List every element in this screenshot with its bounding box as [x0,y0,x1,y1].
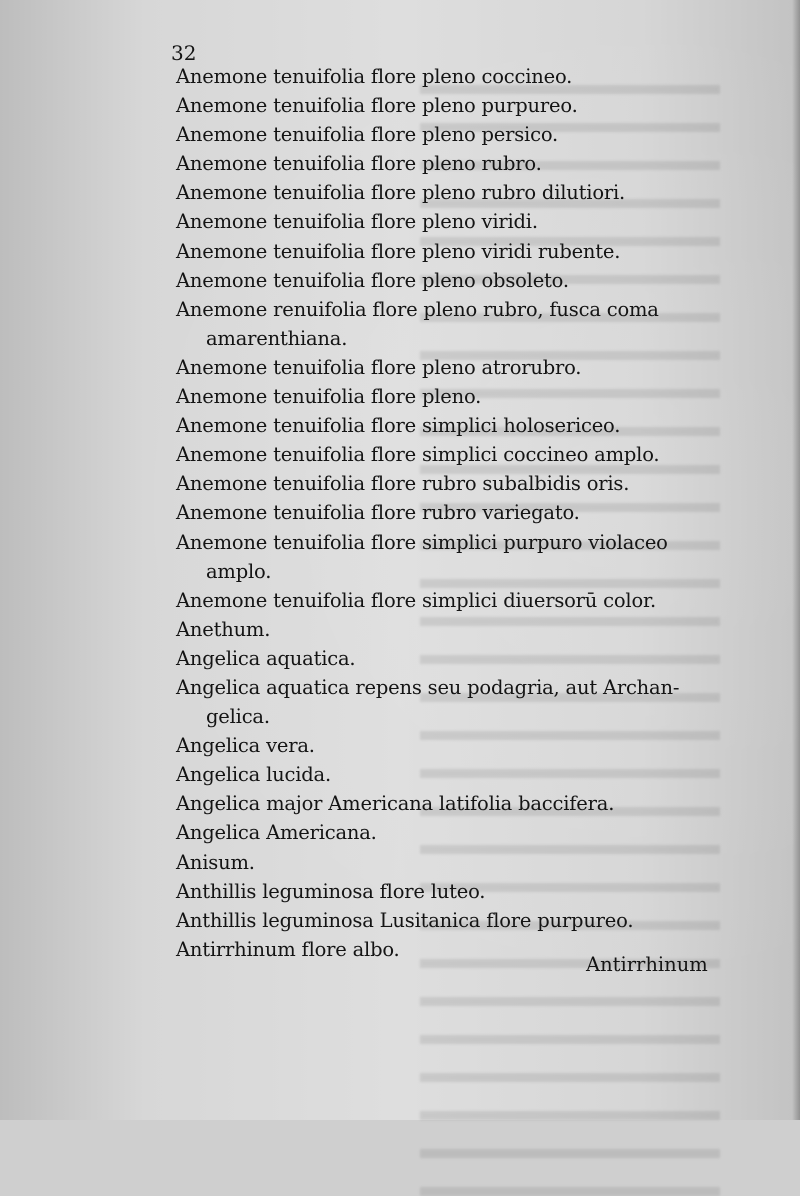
entry-text: Anemone tenuifolia flore pleno rubro dilutiori. [176,181,626,205]
entry-text: Angelica aquatica repens seu podagria, aut Archan- [176,675,680,699]
list-item [176,295,736,353]
list-item [176,266,736,295]
list-item [176,528,736,586]
list-item [176,644,736,673]
entry-text: Anemone renuifolia flore pleno rubro, fusca coma [176,297,659,321]
list-item [176,586,736,615]
entry-text: Anemone tenuifolia flore rubro variegato. [176,501,580,525]
list-item [176,615,736,644]
entry-text: Angelica major Americana latifolia baccifera. [176,792,615,816]
entry-text: Anemone tenuifolia flore pleno atrorubro. [176,355,582,379]
entry-text: Anemone tenuifolia flore pleno persico. [176,123,559,147]
entry-text: Anthillis leguminosa flore luteo. [176,879,486,903]
entry-text: Anemone tenuifolia flore pleno. [176,385,482,409]
list-item [176,789,736,818]
entry-text: Anemone tenuifolia flore pleno rubro. [176,152,542,176]
list-item [176,818,736,847]
list-item [176,848,736,877]
entry-text: Anthillis leguminosa Lusitanica flore purpureo. [176,908,634,932]
entry-text: Angelica aquatica. [176,646,356,670]
entry-continuation: amplo. [206,559,272,583]
list-item [176,498,736,527]
entry-text: Anemone tenuifolia flore simplici coccineo amplo. [176,443,660,467]
entry-text: Angelica lucida. [176,763,331,787]
list-item [176,440,736,469]
list-item [176,382,736,411]
list-item [176,353,736,382]
entry-text: Angelica vera. [176,734,315,758]
entry-text: Angelica Americana. [176,821,377,845]
entry-text: Anemone tenuifolia flore rubro subalbidis oris. [176,472,630,496]
list-item [176,411,736,440]
list-item [176,149,736,178]
entry-continuation: amarenthiana. [206,326,348,350]
list-item [176,62,736,91]
entry-text: Anethum. [176,617,271,641]
list-item [176,178,736,207]
entry-text: Anemone tenuifolia flore simplici diuersorū color. [176,588,656,612]
list-item [176,120,736,149]
list-item [176,469,736,498]
entry-text: Anemone tenuifolia flore pleno coccineo. [176,65,573,88]
entry-text: Anemone tenuifolia flore pleno viridi rubente. [176,239,621,263]
entry-text: Anisum. [176,850,255,874]
list-item [176,731,736,760]
list-item [176,673,736,731]
list-item [176,91,736,120]
entry-text: Anemone tenuifolia flore pleno purpureo. [176,94,578,118]
entry-text: Anemone tenuifolia flore pleno obsoleto. [176,268,569,292]
list-item [176,237,736,266]
catchword: Antirrhinum [586,953,708,976]
plant-list [176,62,736,964]
list-item [176,760,736,789]
entry-text: Anemone tenuifolia flore simplici holosericeo. [176,414,621,438]
entry-text: Anemone tenuifolia flore pleno viridi. [176,210,538,234]
entry-text: Antirrhinum flore albo. [176,937,400,961]
entry-continuation: gelica. [206,705,270,729]
list-item [176,906,736,935]
list-item [176,207,736,236]
page-number: 32 [171,41,197,65]
list-item [176,877,736,906]
entry-text: Anemone tenuifolia flore simplici purpuro violaceo [176,530,668,554]
